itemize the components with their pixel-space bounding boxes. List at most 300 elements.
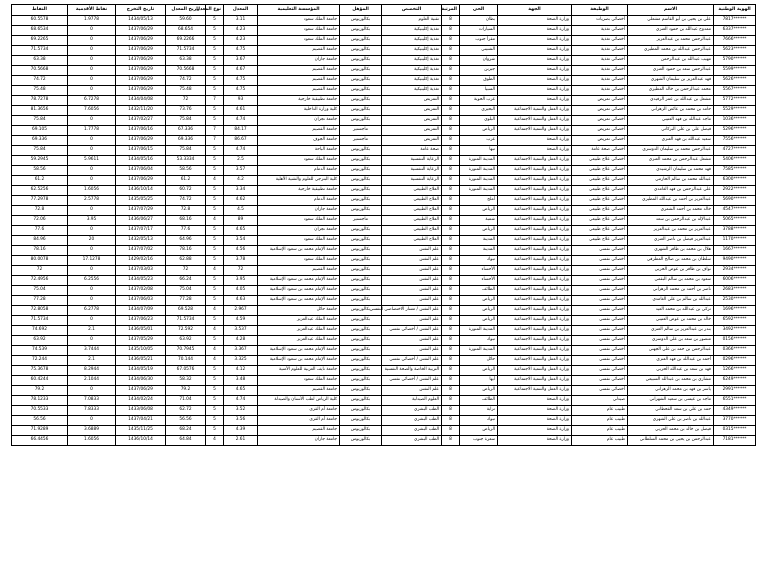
col-rank-cell: 8 bbox=[442, 226, 460, 236]
col-specialty-cell: علم النفس bbox=[382, 336, 442, 346]
col-gpa-type-cell: 4 bbox=[206, 346, 224, 356]
col-seniority-points-cell: 0 bbox=[68, 146, 116, 156]
col-rank-cell: 8 bbox=[442, 366, 460, 376]
col-qualification-cell: بكالوريوس bbox=[340, 106, 382, 116]
col-qualification-cell: بكالوريوس bbox=[340, 66, 382, 76]
col-graduation-date-cell: 1434/07/09 bbox=[116, 306, 166, 316]
col-points-cell: 74.692 bbox=[12, 326, 68, 336]
table-body bbox=[12, 16, 756, 446]
col-rank-cell: 8 bbox=[442, 16, 460, 26]
col-district-cell: المدينة المنورة bbox=[460, 346, 498, 356]
col-specialty-cell: الرعاية التنفسية bbox=[382, 176, 442, 186]
col-points-cell: 72.06 bbox=[12, 216, 68, 226]
col-entity-cell: وزارة العمل والتنمية الاجتماعية bbox=[498, 166, 572, 176]
col-job-cell: أخصائي تمريض bbox=[572, 116, 628, 126]
col-name-cell: نواف بن ظافر بن عوض الحربي bbox=[628, 266, 714, 276]
col-gpa-score-cell: 62.72 bbox=[166, 406, 206, 416]
col-name-cell: فيصل علي بن علي البركاتي bbox=[628, 126, 714, 136]
col-qualification-cell: بكالوريوس bbox=[340, 196, 382, 206]
col-entity-cell: وزارة الصحة bbox=[498, 406, 572, 416]
col-qualification-cell: ماجستير bbox=[340, 216, 382, 226]
col-rank-cell: 8 bbox=[442, 406, 460, 416]
col-gpa-score-cell: 72 bbox=[166, 266, 206, 276]
col-entity-cell: وزارة العمل والتنمية الاجتماعية bbox=[498, 286, 572, 296]
col-gpa-type-cell: 5 bbox=[206, 376, 224, 386]
col-institution-cell: جامعة الإمام محمد بن سعود الإسلامية bbox=[258, 296, 340, 306]
col-qualification-cell: بكالوريوس bbox=[340, 76, 382, 86]
col-gpa-type-cell: 5 bbox=[206, 426, 224, 436]
table-row bbox=[12, 246, 756, 256]
col-gpa-cell: 86.67 bbox=[224, 136, 258, 146]
col-specialty-cell: الرعاية التنفسية bbox=[382, 156, 442, 166]
table-row bbox=[12, 266, 756, 276]
col-specialty-cell: الطب البشري bbox=[382, 436, 442, 446]
col-district-cell: الرياض bbox=[460, 206, 498, 216]
col-qualification-cell: بكالوريوس bbox=[340, 16, 382, 26]
col-graduation-date-cell: 1437/06/29 bbox=[116, 176, 166, 186]
col-job-cell: أخصائي نفسي bbox=[572, 346, 628, 356]
col-district-cell: المدينة المنورة bbox=[460, 176, 498, 186]
col-qualification-cell: بكالوريوس bbox=[340, 146, 382, 156]
col-graduation-date-cell: 1435/10/05 bbox=[116, 346, 166, 356]
col-institution-cell: جامعة الملك سعود bbox=[258, 256, 340, 266]
col-rank-cell: 8 bbox=[442, 236, 460, 246]
col-graduation-date-cell: 1434/06/30 bbox=[116, 376, 166, 386]
col-qualification-cell: بكالوريوس bbox=[340, 416, 382, 426]
col-name-cell: عبدالرحمن بن حمد بن علي الجهني bbox=[628, 346, 714, 356]
col-gpa-type-cell: 7 bbox=[206, 96, 224, 106]
col-name-cell: ماجد بن عيسى بن سعيد الشهراني bbox=[628, 396, 714, 406]
table-row bbox=[12, 166, 756, 176]
col-entity-cell: وزارة العمل والتنمية الاجتماعية bbox=[498, 226, 572, 236]
col-name-cell: عبدالعزيز بن أحمد بن عبدالله المطيري bbox=[628, 196, 714, 206]
col-entity-cell: وزارة الصحة bbox=[498, 136, 572, 146]
col-gpa-cell: 4.5 bbox=[224, 206, 258, 216]
col-rank-cell: 8 bbox=[442, 196, 460, 206]
col-gpa-type-cell: 5 bbox=[206, 396, 224, 406]
col-points-cell: 72.8058 bbox=[12, 306, 68, 316]
col-gpa-type-cell: 5 bbox=[206, 416, 224, 426]
col-entity-cell: وزارة الصحة bbox=[498, 56, 572, 66]
col-points-cell: 58.56 bbox=[12, 166, 68, 176]
col-graduation-date-cell: 1435/05/25 bbox=[116, 196, 166, 206]
col-national-id-cell: 4349****** bbox=[714, 406, 756, 416]
col-name-cell: بندر بن عبدالعزيز بن سالم العنزي bbox=[628, 326, 714, 336]
col-points-cell: 71.5734 bbox=[12, 46, 68, 56]
col-points-cell: 81.3656 bbox=[12, 106, 68, 116]
col-seniority-points-cell: 0 bbox=[68, 176, 116, 186]
col-graduation-date-cell: 1437/07/17 bbox=[116, 226, 166, 236]
col-gpa-score-cell: 75.84 bbox=[166, 116, 206, 126]
table-row bbox=[12, 346, 756, 356]
col-national-id-cell: 7556****** bbox=[714, 136, 756, 146]
col-entity-cell: وزارة العمل والتنمية الاجتماعية bbox=[498, 366, 572, 376]
col-job-cell: أخصائي علاج طبيعي bbox=[572, 206, 628, 216]
col-graduation-date-cell: 1436/05/21 bbox=[116, 356, 166, 366]
col-seniority-points-cell: 0 bbox=[68, 46, 116, 56]
col-gpa-score-cell: 67.336 bbox=[166, 126, 206, 136]
col-gpa-cell: 4.23 bbox=[224, 36, 258, 46]
col-institution-cell: جامعة أم القرى bbox=[258, 416, 340, 426]
col-national-id-cell: 2991****** bbox=[714, 386, 756, 396]
col-job-cell: أخصائي تغذية bbox=[572, 66, 628, 76]
col-rank-cell: 8 bbox=[442, 276, 460, 286]
col-institution-cell: جامعة الدمام bbox=[258, 166, 340, 176]
col-job-cell: أخصائي تغذية bbox=[572, 46, 628, 56]
col-job-cell: أخصائي نفسي bbox=[572, 296, 628, 306]
col-entity-cell: وزارة الصحة bbox=[498, 26, 572, 36]
col-specialty-cell: العلاج الطبيعي bbox=[382, 226, 442, 236]
col-gpa-cell: 3.48 bbox=[224, 376, 258, 386]
table-row bbox=[12, 196, 756, 206]
col-rank-cell: 8 bbox=[442, 376, 460, 386]
col-points-cell: 72 bbox=[12, 266, 68, 276]
col-national-id-cell: 6006****** bbox=[714, 276, 756, 286]
table-row bbox=[12, 46, 756, 56]
table-row bbox=[12, 216, 756, 226]
col-district-cell: غرب bbox=[460, 136, 498, 146]
col-seniority-points-cell: 5.9611 bbox=[68, 156, 116, 166]
col-points-cell: 74.72 bbox=[12, 76, 68, 86]
col-seniority-points-cell: 0 bbox=[68, 226, 116, 236]
col-district-cell: السيارات bbox=[460, 26, 498, 36]
col-specialty-cell: علم النفس bbox=[382, 386, 442, 396]
col-job-cell: طبيب عام bbox=[572, 406, 628, 416]
table-row bbox=[12, 106, 756, 116]
table-row bbox=[12, 316, 756, 326]
col-job-cell: أخصائي نفسي bbox=[572, 386, 628, 396]
col-graduation-date-cell: 1437/06/29 bbox=[116, 36, 166, 46]
col-qualification-cell: بكالوريوس bbox=[340, 406, 382, 416]
col-rank-cell: 8 bbox=[442, 136, 460, 146]
col-points-cell: 78.7278 bbox=[12, 96, 68, 106]
col-name-cell: فهد عبدالعزيز بن سليمان الشهري bbox=[628, 76, 714, 86]
applicants-sheet bbox=[11, 4, 755, 564]
col-seniority-points-cell: 0 bbox=[68, 86, 116, 96]
col-entity-cell: وزارة العمل والتنمية الاجتماعية bbox=[498, 276, 572, 286]
col-gpa-score-cell: 62.88 bbox=[166, 256, 206, 266]
col-national-id-cell: 0366****** bbox=[714, 346, 756, 356]
col-job-cell: أخصائي علاج طبيعي bbox=[572, 196, 628, 206]
col-name-cell: عبدالرحمن محمد بن عبدالعزيز bbox=[628, 36, 714, 46]
col-graduation-date-cell: 1436/10/14 bbox=[116, 186, 166, 196]
col-seniority-points-cell: 8.2944 bbox=[68, 366, 116, 376]
col-entity-cell: وزارة العمل والتنمية الاجتماعية bbox=[498, 386, 572, 396]
col-entity-cell: وزارة الصحة bbox=[498, 46, 572, 56]
col-entity-cell: وزارة العمل والتنمية الاجتماعية bbox=[498, 256, 572, 266]
col-rank-cell: 8 bbox=[442, 386, 460, 396]
col-district-cell: تبوك bbox=[460, 256, 498, 266]
col-gpa-cell: 4.63 bbox=[224, 296, 258, 306]
col-national-id-cell: 5790****** bbox=[714, 56, 756, 66]
col-gpa-score-header: تاريخ المعدل bbox=[166, 5, 206, 16]
col-gpa-type-cell: 5 bbox=[206, 236, 224, 246]
col-job-cell: أخصائي نفسي bbox=[572, 366, 628, 376]
col-gpa-cell: 4.67 bbox=[224, 66, 258, 76]
col-qualification-cell: بكالوريوس bbox=[340, 366, 382, 376]
col-gpa-score-cell: 75.48 bbox=[166, 86, 206, 96]
col-specialty-cell: تغذية إكلينيكية bbox=[382, 76, 442, 86]
col-institution-cell: جامعة الملك سعود bbox=[258, 26, 340, 36]
col-graduation-date-cell: 1437/06/29 bbox=[116, 46, 166, 56]
col-job-cell: أخصائي صحة عامة bbox=[572, 146, 628, 156]
col-job-cell: أخصائي نفسي bbox=[572, 306, 628, 316]
col-points-cell: 69.336 bbox=[12, 136, 68, 146]
col-gpa-type-cell: 5 bbox=[206, 276, 224, 286]
col-national-id-cell: 7181****** bbox=[714, 436, 756, 446]
col-gpa-type-cell: 5 bbox=[206, 16, 224, 26]
col-gpa-cell: 3.34 bbox=[224, 186, 258, 196]
col-national-id-cell: 9490****** bbox=[714, 256, 756, 266]
col-seniority-points-cell: 17.1278 bbox=[68, 256, 116, 266]
col-gpa-cell: 4.56 bbox=[224, 246, 258, 256]
col-gpa-score-cell: 70.7945 bbox=[166, 346, 206, 356]
col-qualification-cell: بكالوريوس bbox=[340, 286, 382, 296]
col-rank-cell: 8 bbox=[442, 176, 460, 186]
col-institution-cell: جامعة القصيم bbox=[258, 66, 340, 76]
col-institution-cell: جامعة القصيم bbox=[258, 426, 340, 436]
col-gpa-cell: 93 bbox=[224, 96, 258, 106]
col-points-cell: 69.2265 bbox=[12, 36, 68, 46]
col-qualification-cell: بكالوريوس bbox=[340, 86, 382, 96]
col-job-cell: أخصائي نفسي bbox=[572, 356, 628, 366]
col-gpa-type-cell: 5 bbox=[206, 296, 224, 306]
table-row bbox=[12, 56, 756, 66]
col-seniority-points-cell: 1.6056 bbox=[68, 186, 116, 196]
col-institution-cell: جامعة الملك سعود bbox=[258, 376, 340, 386]
col-rank-cell: 8 bbox=[442, 116, 460, 126]
table-row bbox=[12, 326, 756, 336]
col-national-id-cell: 5623****** bbox=[714, 46, 756, 56]
col-qualification-cell: بكالوريوس bbox=[340, 96, 382, 106]
col-seniority-points-cell: 0 bbox=[68, 56, 116, 66]
col-gpa-cell: 4.65 bbox=[224, 386, 258, 396]
col-qualification-cell: بكالوريوس bbox=[340, 226, 382, 236]
col-entity-cell: وزارة العمل والتنمية الاجتماعية bbox=[498, 246, 572, 256]
col-institution-cell: جامعة القصيم bbox=[258, 46, 340, 56]
col-graduation-date-cell: 1437/06/23 bbox=[116, 316, 166, 326]
col-national-id-header: الهوية الوطنية bbox=[714, 5, 756, 16]
col-name-cell: مشعل بن عبدالله بن عمر الرفيدي bbox=[628, 96, 714, 106]
col-institution-cell: جامعة الإمام محمد بن سعود الإسلامية bbox=[258, 356, 340, 366]
col-specialty-cell: تغذية إكلينيكية bbox=[382, 56, 442, 66]
col-seniority-points-header: نقاط الأقدمية bbox=[68, 5, 116, 16]
col-graduation-date-cell: 1437/06/29 bbox=[116, 386, 166, 396]
col-national-id-cell: 5599****** bbox=[714, 66, 756, 76]
col-institution-cell: جامعة الباحة bbox=[258, 146, 340, 156]
col-rank-cell: 8 bbox=[442, 46, 460, 56]
col-entity-cell: وزارة العمل والتنمية الاجتماعية bbox=[498, 336, 572, 346]
col-district-cell: السبيا bbox=[460, 86, 498, 96]
col-institution-cell: جامعة الملك سعود bbox=[258, 216, 340, 226]
col-job-cell: أخصائي نفسي bbox=[572, 316, 628, 326]
col-entity-cell: وزارة العمل والتنمية الاجتماعية bbox=[498, 156, 572, 166]
col-specialty-cell: العلاج الطبيعي bbox=[382, 206, 442, 216]
col-rank-cell: 8 bbox=[442, 306, 460, 316]
table-row bbox=[12, 26, 756, 36]
table-row bbox=[12, 406, 756, 416]
col-points-cell: 71.5734 bbox=[12, 316, 68, 326]
col-institution-cell: جامعة القصيم bbox=[258, 126, 340, 136]
col-graduation-date-cell: 1437/06/29 bbox=[116, 56, 166, 66]
col-gpa-type-cell: 5 bbox=[206, 256, 224, 266]
table-row bbox=[12, 256, 756, 266]
col-institution-cell: جامعة الجوف bbox=[258, 136, 340, 146]
col-gpa-score-cell: 64.96 bbox=[166, 236, 206, 246]
col-gpa-score-cell: 75.04 bbox=[166, 286, 206, 296]
col-name-cell: عبدالرحمن بن يحيى بن محمد السلطاني bbox=[628, 436, 714, 446]
col-gpa-score-cell: 68.24 bbox=[166, 426, 206, 436]
col-name-cell: ماجد عبدالله بن فهد العتيبي bbox=[628, 116, 714, 126]
col-gpa-type-cell: 5 bbox=[206, 316, 224, 326]
table-row bbox=[12, 226, 756, 236]
col-graduation-date-cell: 1434/05/23 bbox=[116, 276, 166, 286]
col-name-cell: سعيد عبدالله بن فهد العنزي bbox=[628, 136, 714, 146]
col-gpa-score-cell: 77.6 bbox=[166, 226, 206, 236]
col-gpa-cell: 3.325 bbox=[224, 356, 258, 366]
col-seniority-points-cell: 0 bbox=[68, 336, 116, 346]
col-seniority-points-cell: 1.9778 bbox=[68, 16, 116, 26]
col-district-cell: الرياض bbox=[460, 296, 498, 306]
col-institution-cell: جامعة الملك سعود bbox=[258, 36, 340, 46]
col-name-cell: علي عبدالرحمن بن فهد الغامدي bbox=[628, 186, 714, 196]
col-gpa-type-cell: 5 bbox=[206, 406, 224, 416]
col-rank-cell: 8 bbox=[442, 126, 460, 136]
col-gpa-cell: 4.74 bbox=[224, 146, 258, 156]
col-qualification-cell: بكالوريوس bbox=[340, 266, 382, 276]
col-district-cell: الأحساء bbox=[460, 266, 498, 276]
col-gpa-type-cell: 5 bbox=[206, 146, 224, 156]
col-seniority-points-cell: 3.6889 bbox=[68, 426, 116, 436]
col-rank-cell: 8 bbox=[442, 416, 460, 426]
col-gpa-type-cell: 5 bbox=[206, 286, 224, 296]
col-entity-cell: وزارة العمل والتنمية الاجتماعية bbox=[498, 356, 572, 366]
col-specialty-cell: علم النفس bbox=[382, 316, 442, 326]
col-district-cell: غرب الحوية bbox=[460, 96, 498, 106]
col-qualification-cell: بكالوريوس bbox=[340, 336, 382, 346]
col-gpa-type-cell: 5 bbox=[206, 116, 224, 126]
col-gpa-cell: 3.537 bbox=[224, 326, 258, 336]
col-institution-cell: جامعة الملك سعود bbox=[258, 236, 340, 246]
col-district-cell: الطائف bbox=[460, 396, 498, 406]
col-gpa-type-cell: 4 bbox=[206, 436, 224, 446]
col-institution-cell: جامعة نجران bbox=[258, 116, 340, 126]
col-gpa-score-cell: 73.76 bbox=[166, 106, 206, 116]
table-row bbox=[12, 336, 756, 346]
col-gpa-type-cell: 4 bbox=[206, 356, 224, 366]
col-qualification-cell: بكالوريوس bbox=[340, 256, 382, 266]
col-gpa-cell: 3.57 bbox=[224, 166, 258, 176]
col-rank-cell: 8 bbox=[442, 296, 460, 306]
col-district-cell: تبها bbox=[460, 146, 498, 156]
col-gpa-cell: 4.23 bbox=[224, 26, 258, 36]
col-gpa-type-cell: 5 bbox=[206, 156, 224, 166]
col-job-cell: أخصائي تغذية bbox=[572, 76, 628, 86]
col-graduation-date-cell: 1433/06/08 bbox=[116, 406, 166, 416]
applicants-table bbox=[11, 4, 756, 446]
col-rank-cell: 8 bbox=[442, 336, 460, 346]
col-district-cell: ترابة bbox=[460, 406, 498, 416]
col-rank-cell: 8 bbox=[442, 436, 460, 446]
col-seniority-points-cell: 0 bbox=[68, 386, 116, 396]
col-name-cell: هلال بن محمد بن ظافر الشهري bbox=[628, 246, 714, 256]
col-name-cell: عبدالله محمد بن سالم الحازمي bbox=[628, 176, 714, 186]
col-points-cell: 75.04 bbox=[12, 286, 68, 296]
col-district-cell: الرياض bbox=[460, 306, 498, 316]
col-specialty-cell: الطب البشري bbox=[382, 406, 442, 416]
col-qualification-cell: بكالوريوس bbox=[340, 326, 382, 336]
col-entity-cell: وزارة العمل والتنمية الاجتماعية bbox=[498, 116, 572, 126]
col-graduation-date-cell: 1437/04/21 bbox=[116, 416, 166, 426]
col-gpa-cell: 4.59 bbox=[224, 316, 258, 326]
col-graduation-date-cell: 1434/05/16 bbox=[116, 156, 166, 166]
table-row bbox=[12, 36, 756, 46]
col-national-id-cell: 6300****** bbox=[714, 176, 756, 186]
col-institution-cell: جامعة الإمام محمد بن سعود الإسلامية bbox=[258, 346, 340, 356]
col-institution-cell: جامعة الملك عبدالعزيز bbox=[258, 316, 340, 326]
col-rank-cell: 8 bbox=[442, 36, 460, 46]
col-gpa-type-cell: 4 bbox=[206, 216, 224, 226]
col-seniority-points-cell: 0 bbox=[68, 76, 116, 86]
col-rank-header: المرتبة bbox=[442, 5, 460, 16]
col-institution-cell: كلية البترجي للعلوم والتقنية الأهلية bbox=[258, 176, 340, 186]
col-gpa-type-cell: 5 bbox=[206, 86, 224, 96]
table-row bbox=[12, 16, 756, 26]
table-row bbox=[12, 126, 756, 136]
col-institution-cell: جامعة الملك عبدالعزيز bbox=[258, 326, 340, 336]
col-gpa-type-cell: 5 bbox=[206, 166, 224, 176]
col-points-cell: 68.6534 bbox=[12, 26, 68, 36]
col-national-id-cell: 7817****** bbox=[714, 16, 756, 26]
table-row bbox=[12, 276, 756, 286]
col-gpa-score-cell: 69.528 bbox=[166, 306, 206, 316]
col-institution-cell: كلية الرياض لطب الأسنان والصيدلة bbox=[258, 396, 340, 406]
col-district-cell: الرياض bbox=[460, 316, 498, 326]
col-rank-cell: 8 bbox=[442, 326, 460, 336]
col-institution-cell: جامعة تطبيقية خارجية bbox=[258, 186, 340, 196]
col-points-header: النقاط bbox=[12, 5, 68, 16]
col-points-cell: 77.2978 bbox=[12, 196, 68, 206]
col-specialty-cell: التمريض bbox=[382, 126, 442, 136]
col-district-cell: أبها bbox=[460, 376, 498, 386]
col-institution-cell: جامعة الإمام محمد بن سعود الإسلامية bbox=[258, 246, 340, 256]
col-qualification-cell: بكالوريوس bbox=[340, 436, 382, 446]
col-graduation-date-cell: 1437/02/08 bbox=[116, 286, 166, 296]
col-qualification-cell: بكالوريوس bbox=[340, 346, 382, 356]
col-name-cell: منصور بن سعد بن علي الدوسري bbox=[628, 336, 714, 346]
col-national-id-cell: 1667****** bbox=[714, 246, 756, 256]
col-gpa-cell: 4.61 bbox=[224, 106, 258, 116]
col-district-cell: المدينة المنورة bbox=[460, 166, 498, 176]
col-qualification-cell: بكالوريوس bbox=[340, 176, 382, 186]
col-graduation-date-cell: 1435/11/25 bbox=[116, 426, 166, 436]
col-specialty-cell: علم النفس bbox=[382, 266, 442, 276]
col-entity-cell: وزارة العمل والتنمية الاجتماعية bbox=[498, 186, 572, 196]
col-points-cell: 61.2 bbox=[12, 176, 68, 186]
col-institution-cell: جامعة الملك عبدالعزيز bbox=[258, 336, 340, 346]
table-row bbox=[12, 356, 756, 366]
col-gpa-type-cell: 5 bbox=[206, 366, 224, 376]
col-qualification-cell: بكالوريوس bbox=[340, 316, 382, 326]
col-gpa-type-cell: 5 bbox=[206, 186, 224, 196]
col-gpa-score-cell: 68.16 bbox=[166, 216, 206, 226]
col-name-cell: عبدالرحمن محمد بن سليمان الدوسري bbox=[628, 146, 714, 156]
col-name-cell: مشعل عبدالرحمن بن محمد العنزي bbox=[628, 156, 714, 166]
col-points-cell: 78.16 bbox=[12, 246, 68, 256]
col-name-cell: عبدالإله بن عبدالرحمن بن سعد bbox=[628, 216, 714, 226]
col-entity-cell: وزارة الصحة bbox=[498, 36, 572, 46]
col-entity-cell: وزارة الصحة bbox=[498, 436, 572, 446]
